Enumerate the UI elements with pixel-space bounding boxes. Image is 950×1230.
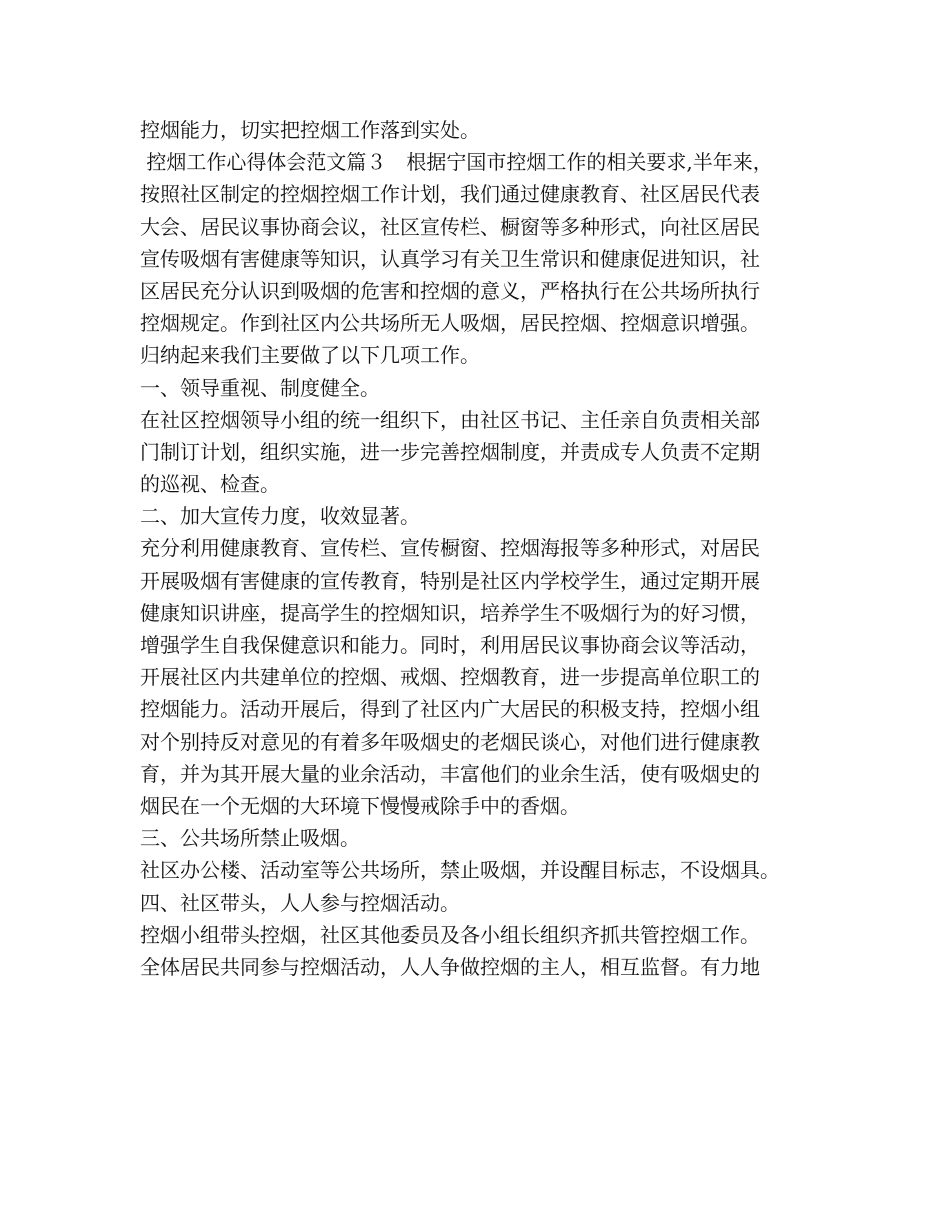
text-line-18: 开展社区内共建单位的控烟、戒烟、控烟教育，进一步提高单位职工的 — [140, 665, 760, 690]
text-line-3: 按照社区制定的控烟控烟工作计划，我们通过健康教育、社区居民代表 — [140, 182, 760, 207]
text-line-14: 充分利用健康教育、宣传栏、宣传橱窗、控烟海报等多种形式，对居民 — [140, 536, 760, 561]
text-line-22: 烟民在一个无烟的大环境下慢慢戒除手中的香烟。 — [140, 793, 580, 818]
text-line-26: 控烟小组带头控烟，社区其他委员及各小组长组织齐抓共管控烟工作。 — [140, 922, 760, 947]
text-line-6: 区居民充分认识到吸烟的危害和控烟的意义，严格执行在公共场所执行 — [140, 278, 760, 303]
text-line-10: 在社区控烟领导小组的统一组织下，由社区书记、主任亲自负责相关部 — [140, 407, 760, 432]
section-heading-2: 二、加大宣传力度，收效显著。 — [140, 504, 420, 529]
body-text — [140, 114, 840, 983]
text-line-7: 控烟规定。作到社区内公共场所无人吸烟，居民控烟、控烟意识增强。 — [140, 311, 760, 336]
text-line-16: 健康知识讲座，提高学生的控烟知识，培养学生不吸烟行为的好习惯， — [140, 600, 760, 625]
text-line-8: 归纳起来我们主要做了以下几项工作。 — [140, 343, 480, 368]
text-line-20: 对个别持反对意见的有着多年吸烟史的老烟民谈心，对他们进行健康教 — [140, 729, 760, 754]
text-line-21: 育，并为其开展大量的业余活动，丰富他们的业余生活，使有吸烟史的 — [140, 761, 760, 786]
text-line-5: 宣传吸烟有害健康等知识，认真学习有关卫生常识和健康促进知识，社 — [140, 246, 760, 271]
text-line-27: 全体居民共同参与控烟活动，人人争做控烟的主人，相互监督。有力地 — [140, 954, 760, 979]
text-line-24: 社区办公楼、活动室等公共场所，禁止吸烟，并设醒目标志，不设烟具。 — [140, 858, 780, 883]
text-line-19: 控烟能力。活动开展后，得到了社区内广大居民的积极支持，控烟小组 — [140, 697, 760, 722]
text-line-12: 的巡视、检查。 — [140, 472, 280, 497]
text-line-4: 大会、居民议事协商会议，社区宣传栏、橱窗等多种形式，向社区居民 — [140, 214, 760, 239]
section-heading-4: 四、社区带头，人人参与控烟活动。 — [140, 890, 460, 915]
section-heading-1: 一、领导重视、制度健全。 — [140, 375, 380, 400]
text-line-15: 开展吸烟有害健康的宣传教育，特别是社区内学校学生，通过定期开展 — [140, 568, 760, 593]
text-line-17: 增强学生自我保健意识和能力。同时，利用居民议事协商会议等活动， — [140, 633, 760, 657]
text-line-1: 控烟能力，切实把控烟工作落到实处。 — [140, 118, 480, 142]
text-line-11: 门制订计划，组织实施，进一步完善控烟制度，并责成专人负责不定期 — [140, 439, 760, 464]
section-heading-3: 三、公共场所禁止吸烟。 — [140, 826, 360, 851]
text-line-2: 控烟工作心得体会范文篇３ 根据宁国市控烟工作的相关要求,半年来， — [140, 150, 773, 175]
